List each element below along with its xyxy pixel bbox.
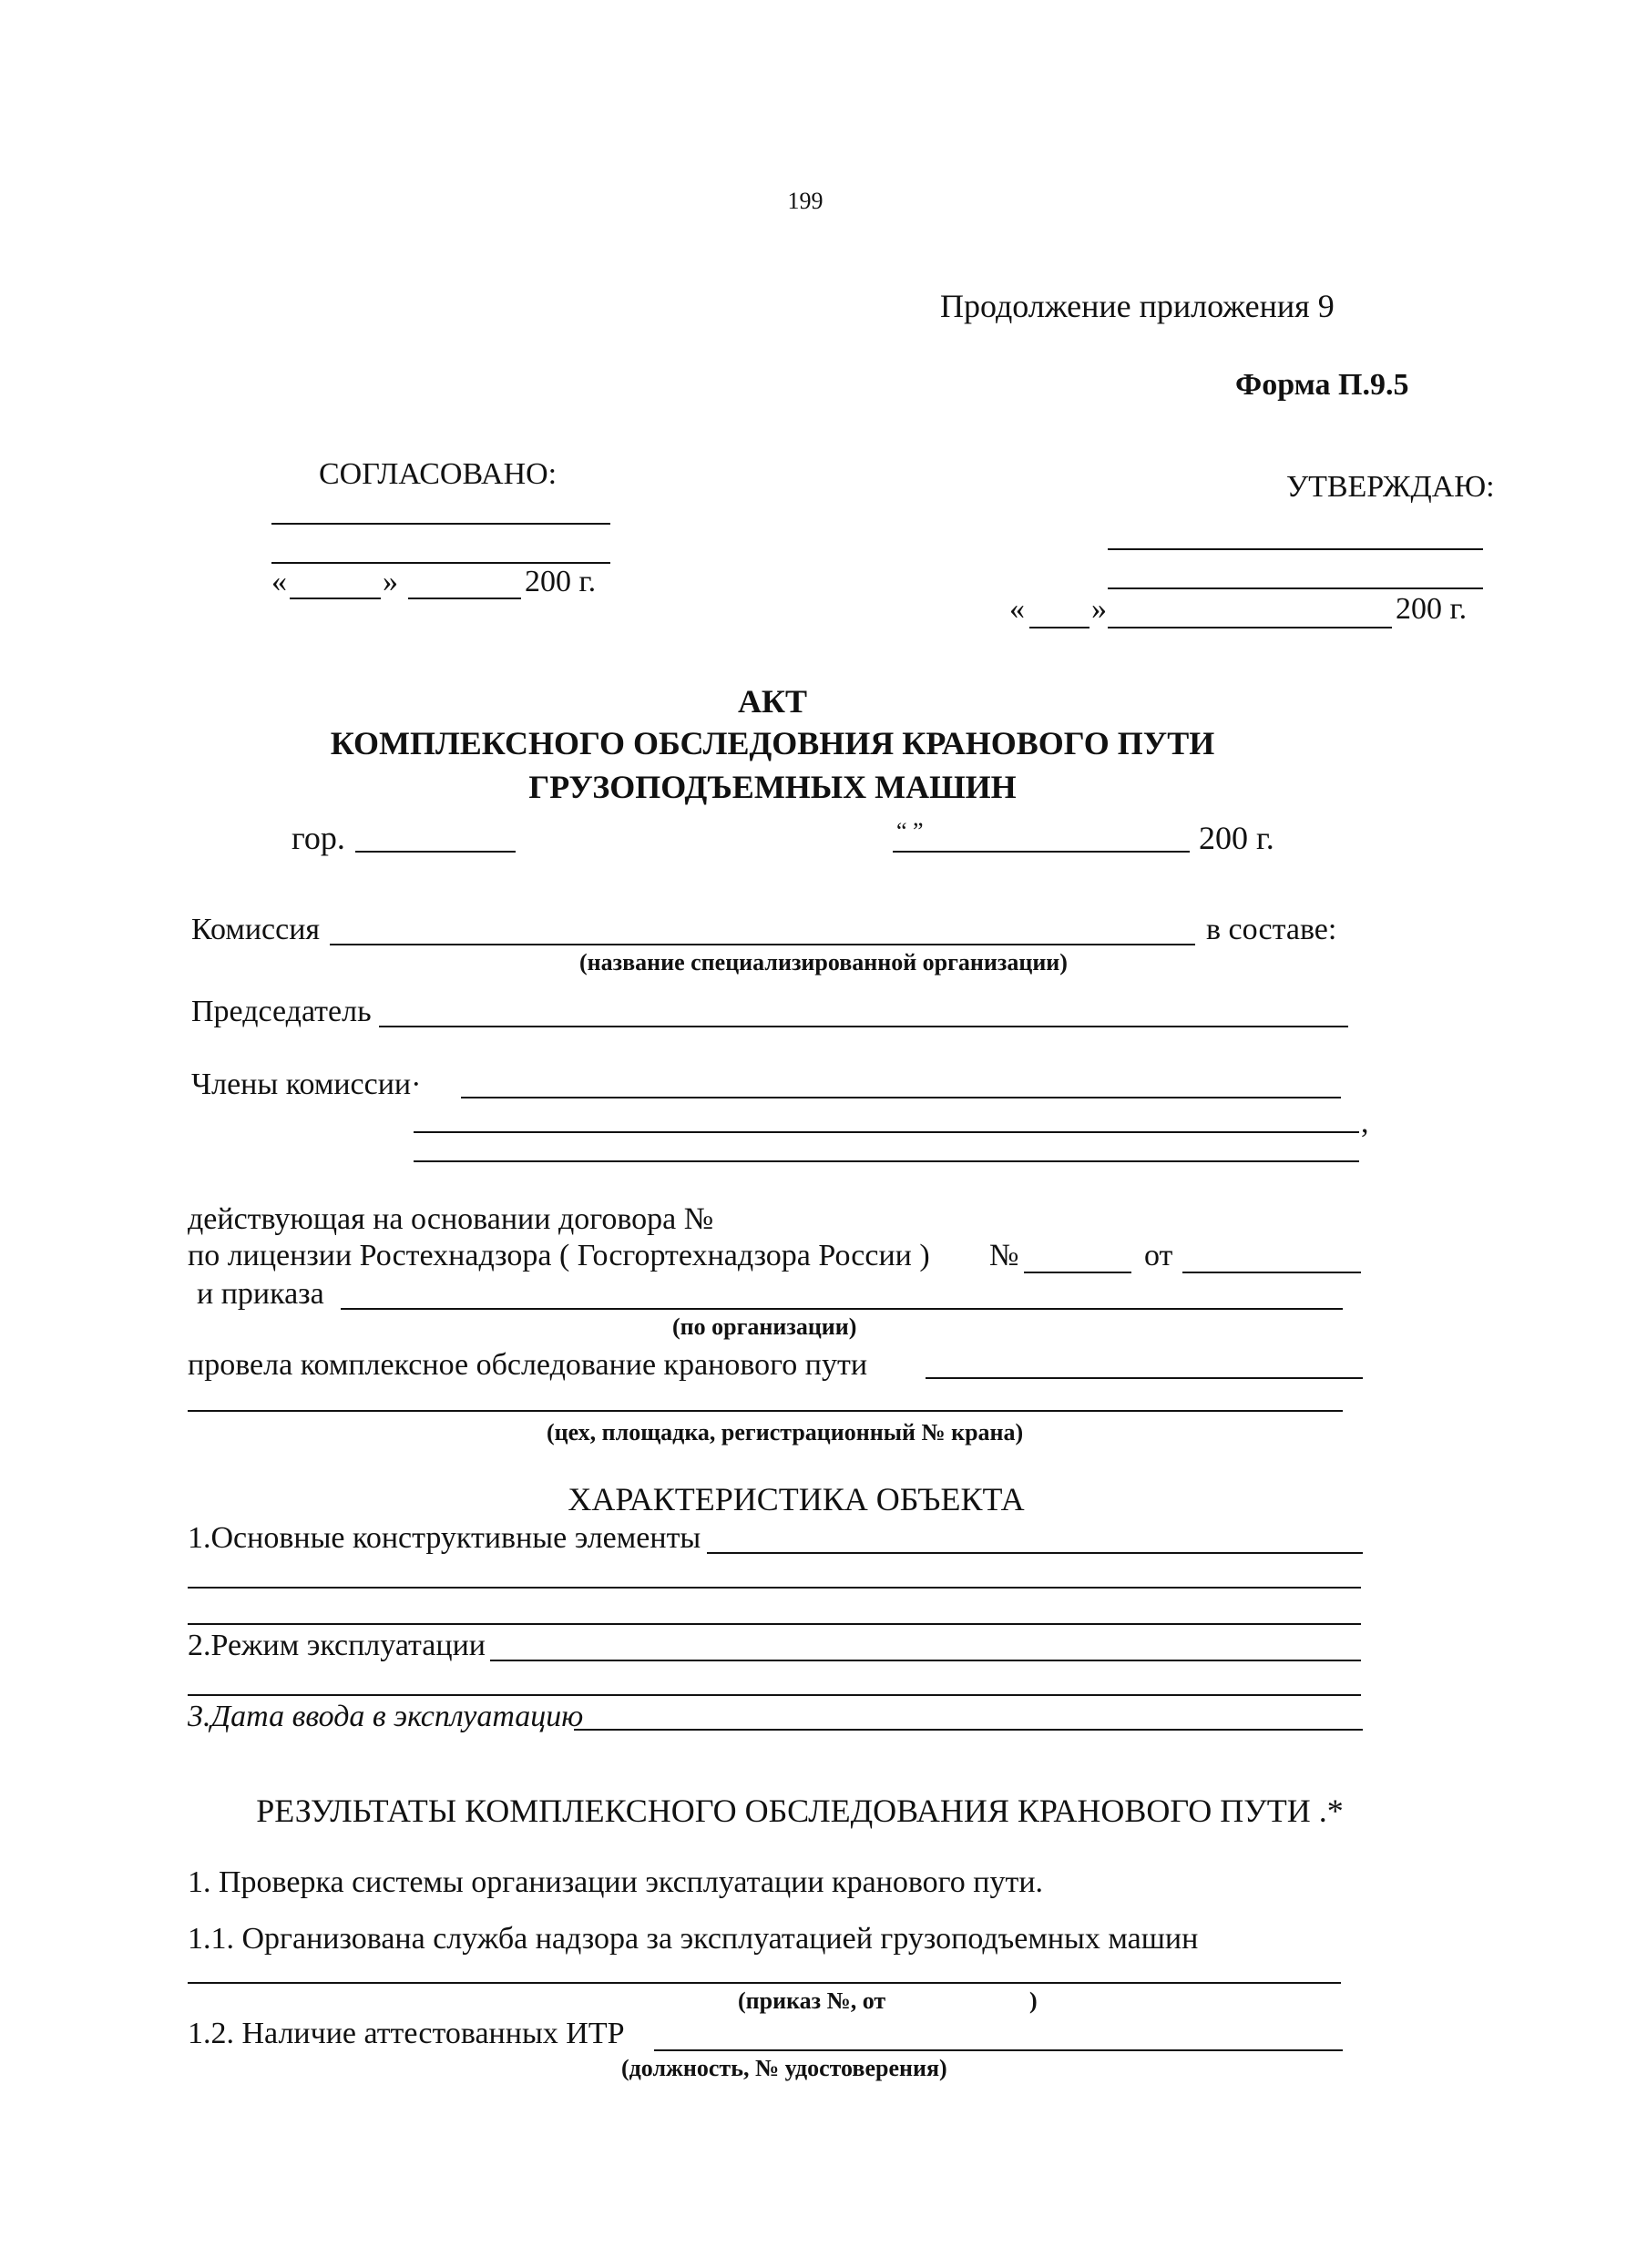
commission-suffix: в составе: (1206, 913, 1337, 946)
object-item-2: 2.Режим эксплуатации (188, 1629, 486, 1662)
page-number: 199 (787, 188, 824, 214)
agreed-date-open-quote: « (271, 565, 287, 598)
approved-day-line (1029, 627, 1089, 628)
agreed-year: 200 г. (525, 565, 597, 598)
order-line (341, 1308, 1343, 1310)
object-item-2-line-2 (188, 1694, 1361, 1696)
object-item-3: 3.Дата ввода в эксплуатацию (188, 1700, 584, 1733)
commission-hint: (название специализированной организации) (579, 949, 1068, 976)
agreed-name-line (271, 562, 610, 564)
license-date-line (1182, 1272, 1361, 1273)
results-item-1-2: 1.2. Наличие аттестованных ИТР (188, 2017, 625, 2050)
approved-signature-line (1108, 548, 1483, 550)
act-title-line2: КОМПЛЕКСНОГО ОБСЛЕДОВНИЯ КРАНОВОГО ПУТИ (330, 725, 1215, 761)
city-label: гор. (292, 820, 345, 856)
members-line-3 (414, 1160, 1359, 1162)
act-title: АКТ (737, 683, 808, 720)
members-line-1 (461, 1097, 1341, 1098)
results-item-1: 1. Проверка системы организации эксплуатации кранового пути. (188, 1865, 1044, 1899)
form-number: Форма П.9.5 (1235, 368, 1409, 402)
results-item-1-1: 1.1. Организована служба надзора за эксплуатацией грузоподъемных машин (188, 1922, 1199, 1956)
object-item-1-line-1 (707, 1552, 1363, 1554)
members-line-2 (414, 1131, 1359, 1133)
approved-date-close-quote: » (1091, 592, 1107, 626)
approved-year: 200 г. (1396, 592, 1468, 626)
agreed-day-line (290, 598, 381, 599)
results-item-1-2-line (654, 2049, 1343, 2051)
license-number-sign: № (989, 1239, 1019, 1272)
members-comma: , (1361, 1106, 1369, 1139)
results-item-1-2-hint: (должность, № удостоверения) (621, 2055, 947, 2081)
approved-month-line (1108, 627, 1392, 628)
agreed-signature-line (271, 523, 610, 525)
object-item-1-line-3 (188, 1623, 1361, 1625)
survey-line-1 (926, 1377, 1363, 1379)
agreed-month-line (408, 598, 521, 599)
members-label: Члены комиссии· (191, 1068, 422, 1101)
object-item-2-line-1 (490, 1660, 1361, 1661)
appendix-continuation: Продолжение приложения 9 (940, 288, 1335, 324)
city-line (355, 851, 516, 853)
date-year: 200 г. (1199, 820, 1274, 856)
commission-label: Комиссия (191, 913, 321, 946)
order-hint: (по организации) (672, 1313, 857, 1340)
object-item-3-line (574, 1729, 1363, 1731)
act-title-line3: ГРУЗОПОДЪЕМНЫХ МАШИН (528, 769, 1017, 805)
license-number-line (1024, 1272, 1131, 1273)
date-line (893, 851, 1190, 853)
results-heading: РЕЗУЛЬТАТЫ КОМПЛЕКСНОГО ОБСЛЕДОВАНИЯ КРАНОВОГО ПУТИ .* (256, 1793, 1344, 1829)
order-label: и приказа (197, 1277, 324, 1311)
contract-basis: действующая на основании договора № (188, 1202, 714, 1236)
date-quotes: “ ” (896, 818, 924, 844)
license-label: по лицензии Ростехнадзора ( Госгортехнадзора России ) (188, 1239, 930, 1272)
object-item-1-line-2 (188, 1587, 1361, 1589)
survey-label: провела комплексное обследование кранового пути (188, 1348, 868, 1382)
commission-line (330, 944, 1195, 945)
survey-line-2 (188, 1410, 1343, 1412)
results-item-1-1-line (188, 1982, 1341, 1984)
chairman-label: Председатель (191, 995, 372, 1028)
agreed-label: СОГЛАСОВАНО: (319, 457, 558, 491)
results-item-1-1-hint-right: ) (1029, 1987, 1038, 2014)
chairman-line (379, 1026, 1348, 1027)
results-item-1-1-hint-left: (приказ №, от (738, 1987, 886, 2014)
agreed-date-close-quote: » (383, 565, 398, 598)
object-item-1: 1.Основные конструктивные элементы (188, 1521, 701, 1555)
approved-name-line (1108, 587, 1483, 589)
approved-label: УТВЕРЖДАЮ: (1286, 470, 1495, 504)
object-heading: ХАРАКТЕРИСТИКА ОБЪЕКТА (568, 1481, 1025, 1517)
license-from-label: от (1144, 1239, 1173, 1272)
approved-date-open-quote: « (1009, 592, 1025, 626)
survey-hint: (цех, площадка, регистрационный № крана) (547, 1419, 1024, 1446)
